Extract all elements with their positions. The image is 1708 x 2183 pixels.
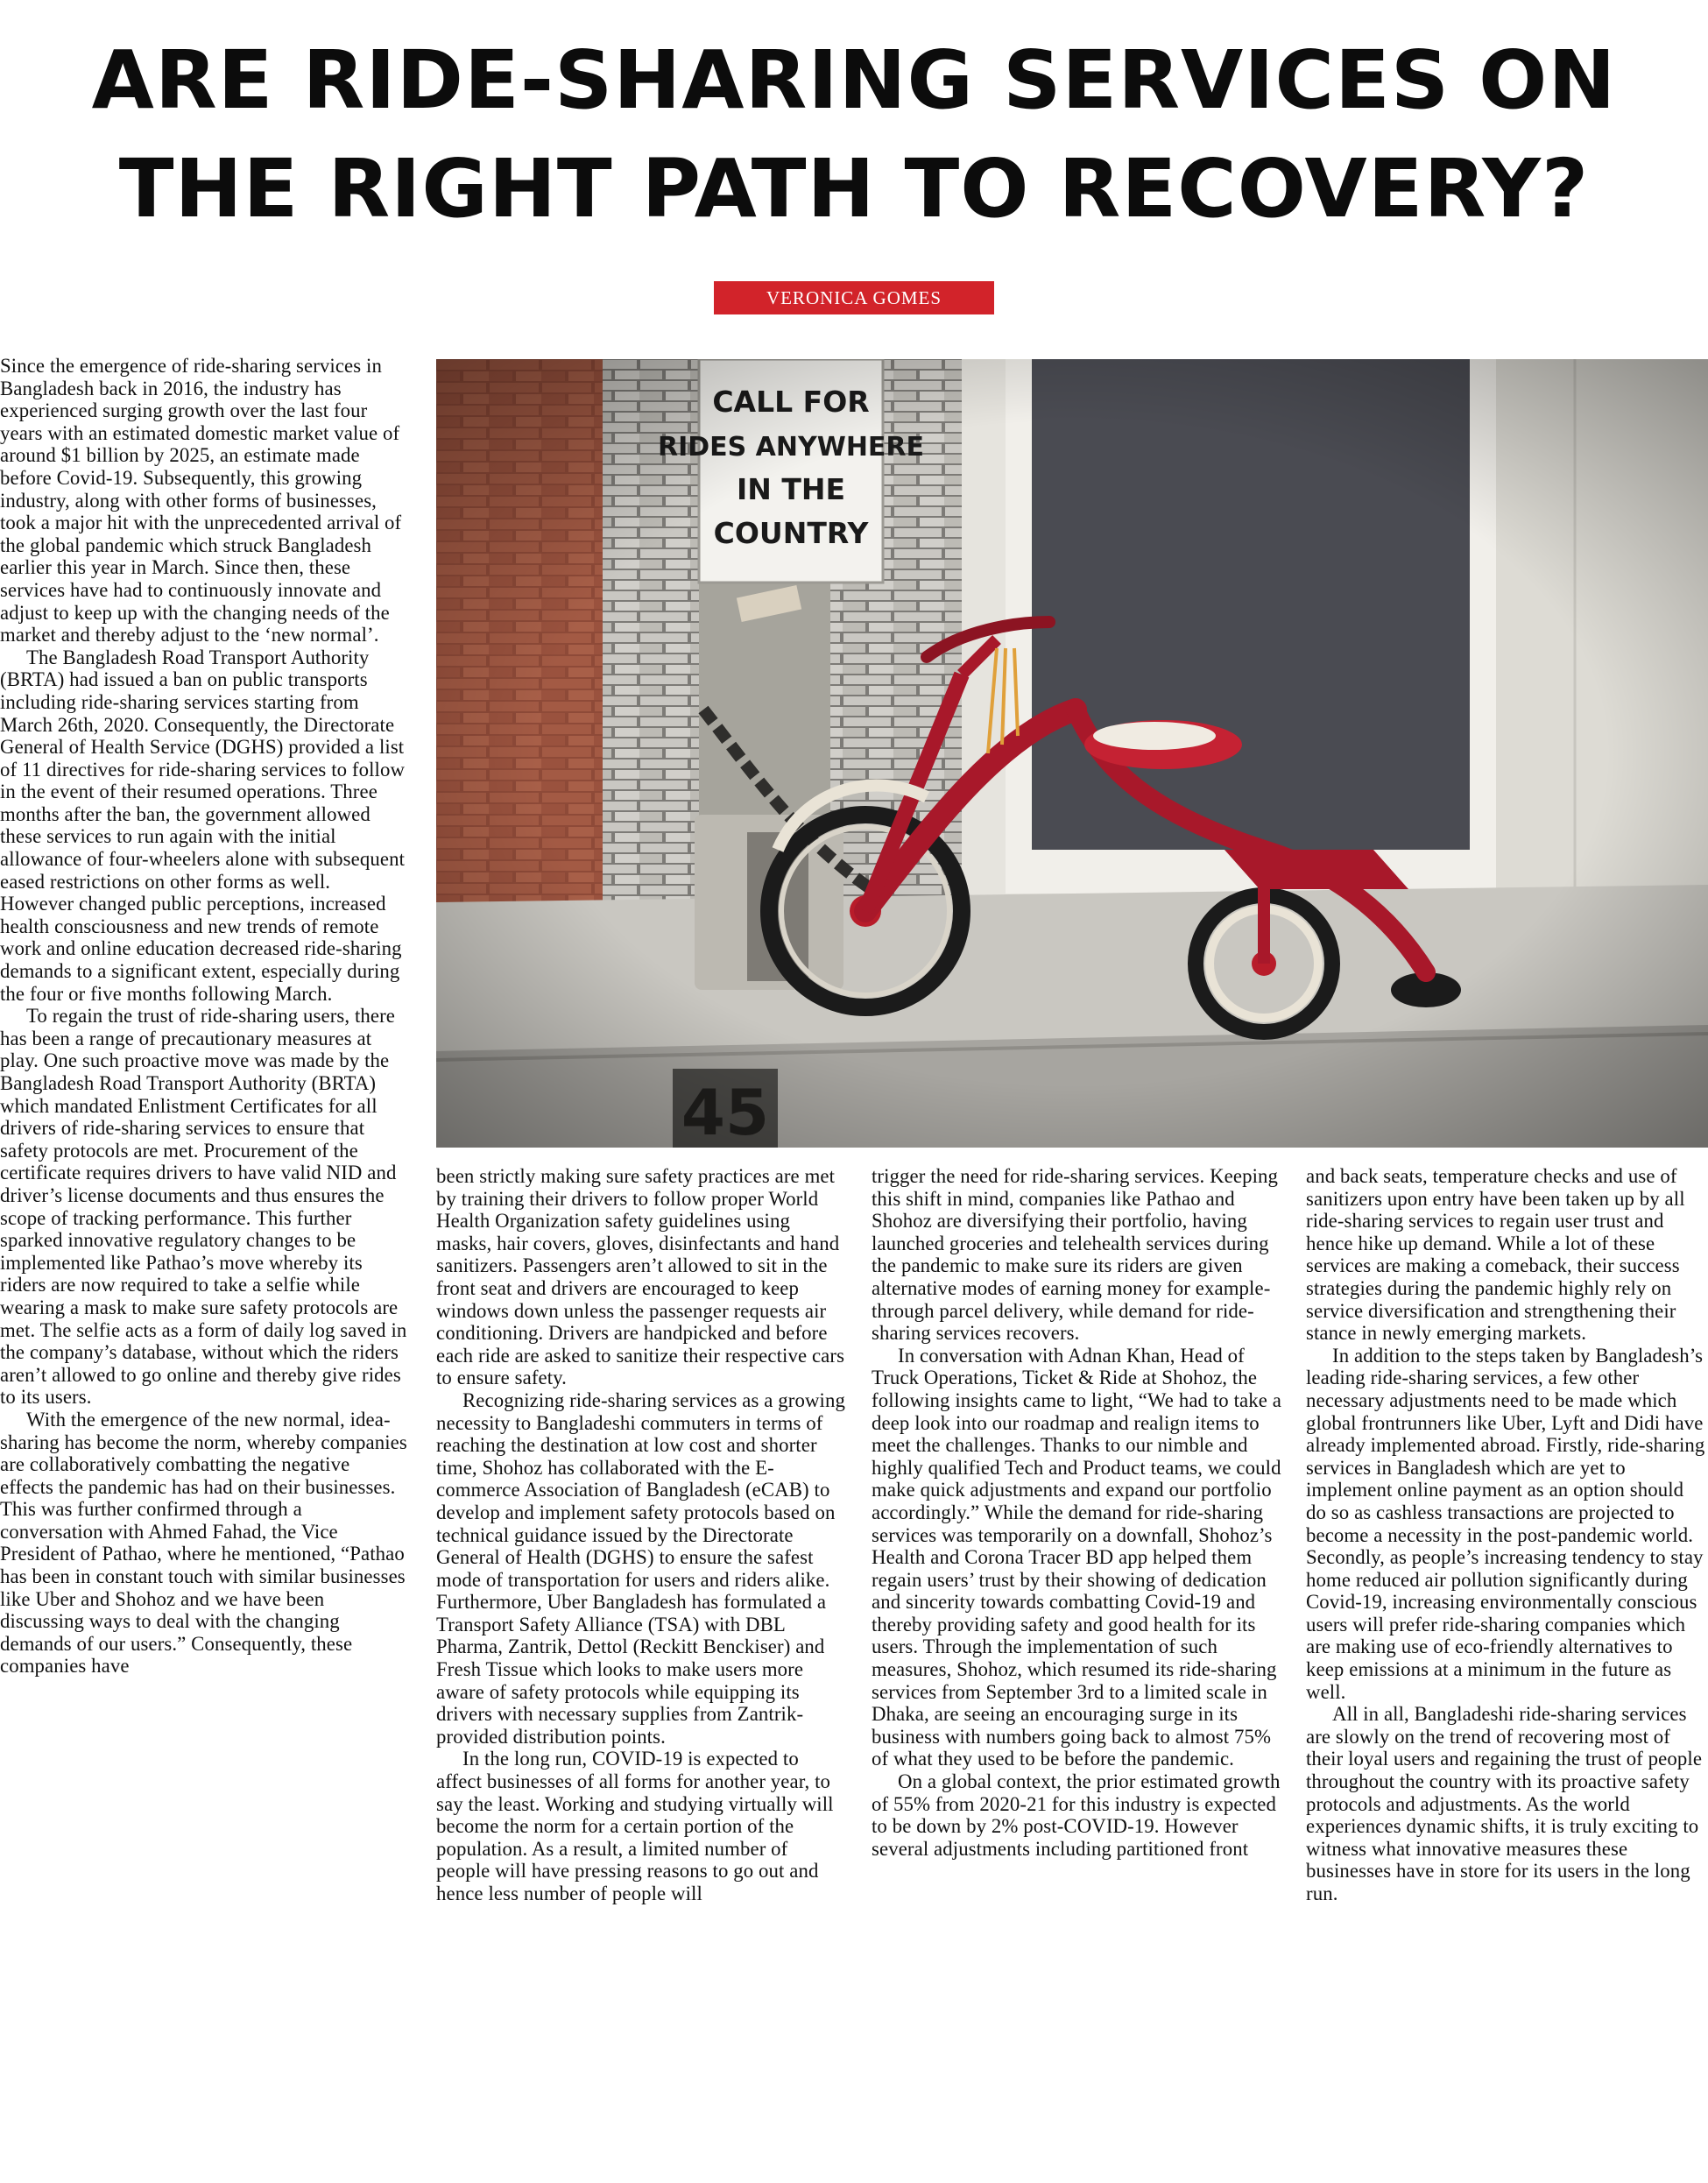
article-column-4: [1306, 1165, 1708, 1905]
article-column-3: [872, 1165, 1281, 1860]
paragraph: In the long run, COVID-19 is expected to affect businesses of all forms for another year, to say the least. Working and studying virtually will become the norm for a certain portion of the population. As a result, a limited number of people will have pressing reasons to go out and hence less number of people will: [436, 1748, 834, 1904]
paragraph: All in all, Bangladeshi ride-sharing services are slowly on the trend of recovering most of their loyal users and regaining the trust of people throughout the country with its proactive safety protocols and adjustments. As the world experiences dynamic shifts, it is truly exciting to witness what innovative measures these businesses have in store for its users in the long run.: [1306, 1703, 1703, 1904]
article-column-1: [0, 355, 408, 1678]
paragraph: Recognizing ride-sharing services as a growing necessity to Bangladeshi commuters in terms of reaching the destination at low cost and shorter time, Shohoz has collaborated with the E-commerce Association of Bangladesh (eCAB) to develop and implement safety protocols based on technical guidance issued by the Directorate General of Health (DGHS) to ensure the safest mode of transportation for users and riders alike. Furthermore, Uber Bangladesh has formulated a Transport Safety Alliance (TSA) with DBL Pharma, Zantrik, Dettol (Reckitt Benckiser) and Fresh Tissue which looks to make users more aware of safety protocols while equipping its drivers with necessary supplies from Zantrik-provided distribution points.: [436, 1388, 845, 1748]
byline-author: VERONICA GOMES: [714, 281, 994, 314]
article-column-2: [436, 1165, 846, 1905]
paragraph: Since the emergence of ride-sharing services in Bangladesh back in 2016, the industry has experienced surging growth over the last four years with an estimated domestic market value of around $1 billion by 2025, an estimate made before Covid-19. Subsequently, this growing industry, along with other forms of businesses, took a major hit with the unprecedented arrival of the global pandemic which struck Bangladesh earlier this year in March. Since then, these services have had to continuously innovate and adjust to keep up with the changing needs of the market and thereby adjust to the ‘new normal’.: [0, 355, 402, 646]
paragraph: and back seats, temperature checks and use of sanitizers upon entry have been taken up by all ride-sharing services to regain user trust and hence hike up demand. While a lot of these services are making a comeback, their success strategies during the pandemic highly rely on service diversification and strengthening their stance in newly emerging markets.: [1306, 1165, 1685, 1345]
paragraph: In addition to the steps taken by Bangladesh’s leading ride-sharing services, a few other necessary adjustments need to be made which global frontrunners like Uber, Lyft and Didi have already implemented abroad. Firstly, ride-sharing services in Bangladesh which are yet to implement online payment as an option should do so as cashless transactions are projected to become a necessity in the post-pandemic world. Secondly, as people’s increasing tendency to stay home reduced air pollution significantly during Covid-19, increasing environmentally conscious users will prefer ride-sharing companies which are making use of eco-friendly alternatives to keep emissions at a minimum in the future as well.: [1306, 1344, 1705, 1703]
paragraph: With the emergence of the new normal, idea-sharing has become the norm, whereby companies are collaboratively combatting the negative effects the pandemic has had on their businesses. This was further confirmed through a conversation with Ahmed Fahad, the Vice President of Pathao, where he mentioned, “Pathao has been in constant touch with similar businesses like Uber and Shohoz and we have been discussing ways to deal with the changing demands of our users.” Consequently, these companies have: [0, 1408, 407, 1678]
paragraph: been strictly making sure safety practices are met by training their drivers to follow proper World Health Organization safety guidelines using masks, hair covers, gloves, disinfectants and hand sanitizers. Passengers aren’t allowed to sit in the front seat and drivers are encouraged to keep windows down unless the passenger requests air conditioning. Drivers are handpicked and before each ride are asked to sanitize their respective cars to ensure safety.: [436, 1165, 845, 1389]
paragraph: On a global context, the prior estimated growth of 55% from 2020-21 for this industry is expected to be down by 2% post-COVID-19. However several adjustments including partitioned front: [872, 1770, 1281, 1860]
paragraph: The Bangladesh Road Transport Authority (BRTA) had issued a ban on public transports including ride-sharing services starting from March 26th, 2020. Consequently, the Directorate General of Health Service (DGHS) provided a list of 11 directives for ride-sharing services to follow in the event of their resumed operations. Three months after the ban, the government allowed these services to run again with the initial allowance of four-wheelers alone with subsequent eased restrictions on other forms as well. However changed public perceptions, increased health consciousness and new trends of remote work and online education decreased ride-sharing demands to a significant extent, especially during the four or five months following March.: [0, 646, 406, 1005]
article-photo-tricycle: [436, 359, 1708, 1148]
paragraph: In conversation with Adnan Khan, Head of Truck Operations, Ticket & Ride at Shohoz, the following insights came to light, “We had to take a deep look into our roadmap and realign items to meet the challenges. Thanks to our nimble and highly qualified Tech and Product teams, we could make quick adjustments and expand our portfolio accordingly.” While the demand for ride-sharing services was temporarily on a downfall, Shohoz’s Health and Corona Tracer BD app helped them regain users’ trust by their showing of dedication and sincerity towards combatting Covid-19 and thereby providing safety and good health for its users. Through the implementation of such measures, Shohoz, which resumed its ride-sharing services from September 3rd to a limited scale in Dhaka, are seeing an encouraging surge in its business with numbers going back to almost 75% of what they used to be before the pandemic.: [872, 1344, 1281, 1770]
headline: [0, 26, 1708, 244]
paragraph: To regain the trust of ride-sharing users, there has been a range of precautionary measures at play. One such proactive move was made by the Bangladesh Road Transport Authority (BRTA) which mandated Enlistment Certificates for all drivers of ride-sharing services to ensure that safety protocols are met. Procurement of the certificate requires drivers to have valid NID and driver’s license documents and thus ensures the scope of tracking performance. This further sparked innovative regulatory changes to be implemented like Pathao’s move whereby its riders are now required to take a selfie while wearing a mask to make sure safety protocols are met. The selfie acts as a form of daily log saved in the company’s database, without which the riders aren’t allowed to go online and thereby give rides to its users.: [0, 1005, 407, 1409]
paragraph: trigger the need for ride-sharing services. Keeping this shift in mind, companies like Pathao and Shohoz are diversifying their portfolio, having launched groceries and telehealth services during the pandemic to make sure its riders are given alternative modes of earning money for example- through parcel delivery, while demand for ride-sharing services recovers.: [872, 1165, 1279, 1345]
headline-line-1: ARE RIDE-SHARING SERVICES ON: [91, 33, 1617, 127]
headline-line-2: THE RIGHT PATH TO RECOVERY?: [118, 142, 1590, 236]
